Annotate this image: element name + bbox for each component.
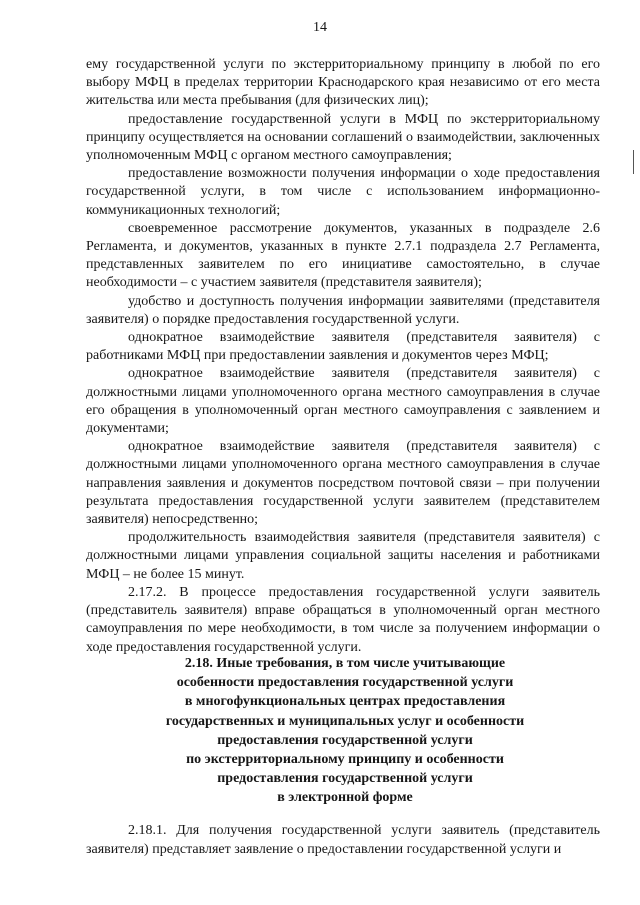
heading-line: в электронной форме [277, 790, 413, 806]
body-text-tail [86, 822, 600, 859]
body-text [86, 56, 600, 657]
heading-line: предоставления государственной услуги [217, 732, 473, 748]
paragraph-postal-interaction: однократное взаимодействие заявителя (представителя заявителя) с должностными лицами уполномоченного органа местного самоуправления в случае направления заявления и документов посредством почтовой связи – при получении результата предоставления государственной услуги заявителем (представителем заявителя) непосредственно; [86, 439, 600, 528]
page-number: 14 [313, 20, 327, 35]
paragraph-convenience: удобство и доступность получения информации заявителями (представителя заявителя) о порядке предоставления государственной услуги. [86, 293, 600, 327]
heading-line: 2.18. Иные требования, в том числе учитывающие [184, 656, 506, 671]
section-heading-2-18 [120, 654, 570, 808]
paragraph-mfc-interaction: однократное взаимодействие заявителя (представителя заявителя) с работниками МФЦ при предоставлении заявления и документов через МФЦ; [86, 330, 600, 364]
paragraph-2-17-2: 2.17.2. В процессе предоставления государственной услуги заявитель (представитель заявителя) вправе обращаться в уполномоченный орган местного самоуправления по мере необходимости, в том числе за получением информации о ходе предоставления государственной услуги. [86, 584, 600, 655]
paragraph-duration: продолжительность взаимодействия заявителя (представителя заявителя) с должностными лицами управления социальной защиты населения и работниками МФЦ – не более 15 минут. [86, 530, 600, 582]
scan-margin-mark [633, 150, 634, 174]
paragraph-authority-interaction: однократное взаимодействие заявителя (представителя заявителя) с должностными лицами уполномоченного органа местного самоуправления в случае его обращения в уполномоченный орган местного самоуправления с заявлением и документами; [86, 366, 600, 437]
paragraph-2-18-1: 2.18.1. Для получения государственной услуги заявитель (представитель заявителя) представляет заявление о предоставлении государственной услуги и [86, 823, 600, 857]
heading-line: предоставления государственной услуги [217, 771, 473, 787]
heading-line: по экстерриториальному принципу и особенности [186, 752, 504, 768]
heading-line: государственных и муниципальных услуг и особенности [165, 713, 525, 729]
heading-line: особенности предоставления государственной услуги [176, 675, 514, 691]
paragraph-timely-review: своевременное рассмотрение документов, указанных в подразделе 2.6 Регламента, и документов, указанных в пункте 2.7.1 подраздела 2.7 Регламента, представленных заявителем по его инициативе самостоятельно, в случае необходимости – с участием заявителя (представителя заявителя); [86, 220, 600, 291]
heading-line: в многофункциональных центрах предоставления [184, 694, 506, 710]
paragraph-extraterritorial: предоставление государственной услуги в МФЦ по экстерриториальному принципу осуществляется на основании соглашений о взаимодействии, заключенных уполномоченным МФЦ с органом местного самоуправления; [86, 111, 600, 164]
paragraph-information-access: предоставление возможности получения информации о ходе предоставления государственной услуги, в том числе с использованием информационно-коммуникационных технологий; [86, 166, 600, 218]
paragraph-continuation: ему государственной услуги по экстерриториальному принципу в любой по его выбору МФЦ в пределах территории Краснодарского края независимо от его места жительства или места пребывания (для физических лиц); [86, 57, 600, 109]
